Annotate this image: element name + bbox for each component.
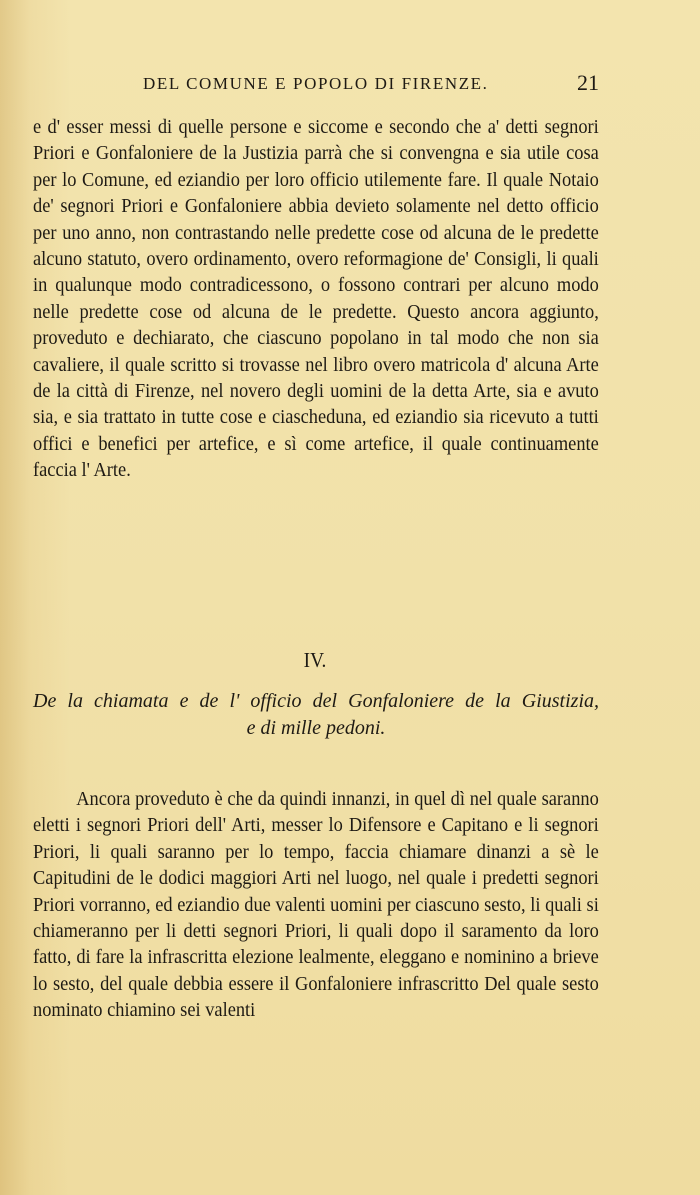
section-number: IV. xyxy=(303,648,327,672)
section-heading xyxy=(33,688,599,742)
paragraph-section-iv xyxy=(33,786,599,1024)
paragraph-continued xyxy=(33,114,599,484)
section-title-line-1: De la chiamata e de l' officio del Gonfaloniere de la Giustizia, xyxy=(33,690,599,712)
paragraph-text: e d' esser messi di quelle persone e siccome e secondo che a' detti segnori Priori e Gonfaloniere de la Justizia parrà che si convengna e sia utile cosa per lo Comune, ed eziandio per loro officio utilemente fare. Il quale Notaio de' segnori Priori e Gonfaloniere abbia devieto solamente nel detto officio per uno anno, non contrastando nelle predette cose od alcuna de le predette alcuno statuto, overo ordinamento, overo reformagione de' Consigli, li quali in qualunque modo contradicessono, o fossono contrari per alcuno modo nelle predette cose od alcuna de le predette. Questo ancora aggiunto, proveduto e dechiarato, che ciascuno popolano in tal modo che non sia cavaliere, il quale scritto si trovasse nel libro overo matricola d' alcuna Arte de la città di Firenze, nel novero degli uomini de la detta Arte, sia e avuto sia, e sia trattato in tutte cose e ciascheduna, ed eziandio sia ricevuto a tutti offici e benefici per artefice, e sì come artefice, il quale continuamente faccia l' Arte. xyxy=(33,116,599,482)
running-title: DEL COMUNE E POPOLO DI FIRENZE. xyxy=(143,74,489,93)
section-title-line-2: e di mille pedoni. xyxy=(246,717,386,739)
running-header xyxy=(143,70,599,102)
page-number: 21 xyxy=(577,70,599,95)
paragraph-text: Ancora proveduto è che da quindi innanzi, in quel dì nel quale saranno eletti i segnori Priori dell' Arti, messer lo Difensore e Capitano e li segnori Priori, li quali saranno per lo tempo, faccia chiamare dinanzi a sè le Capitudini de le dodici maggiori Arti nel luogo, nel quale i predetti segnori Priori vorranno, ed eziandio due valenti uomini per ciascuno sesto, li quali si chiameranno per li detti segnori Priori, li quali dopo il saramento da loro fatto, di fare la infrascritta elezione lealmente, eleggano e nominino a brieve lo sesto, del quale debbia essere il Gonfaloniere infrascritto Del quale sesto nominato chiamino sei valenti xyxy=(33,788,599,1022)
